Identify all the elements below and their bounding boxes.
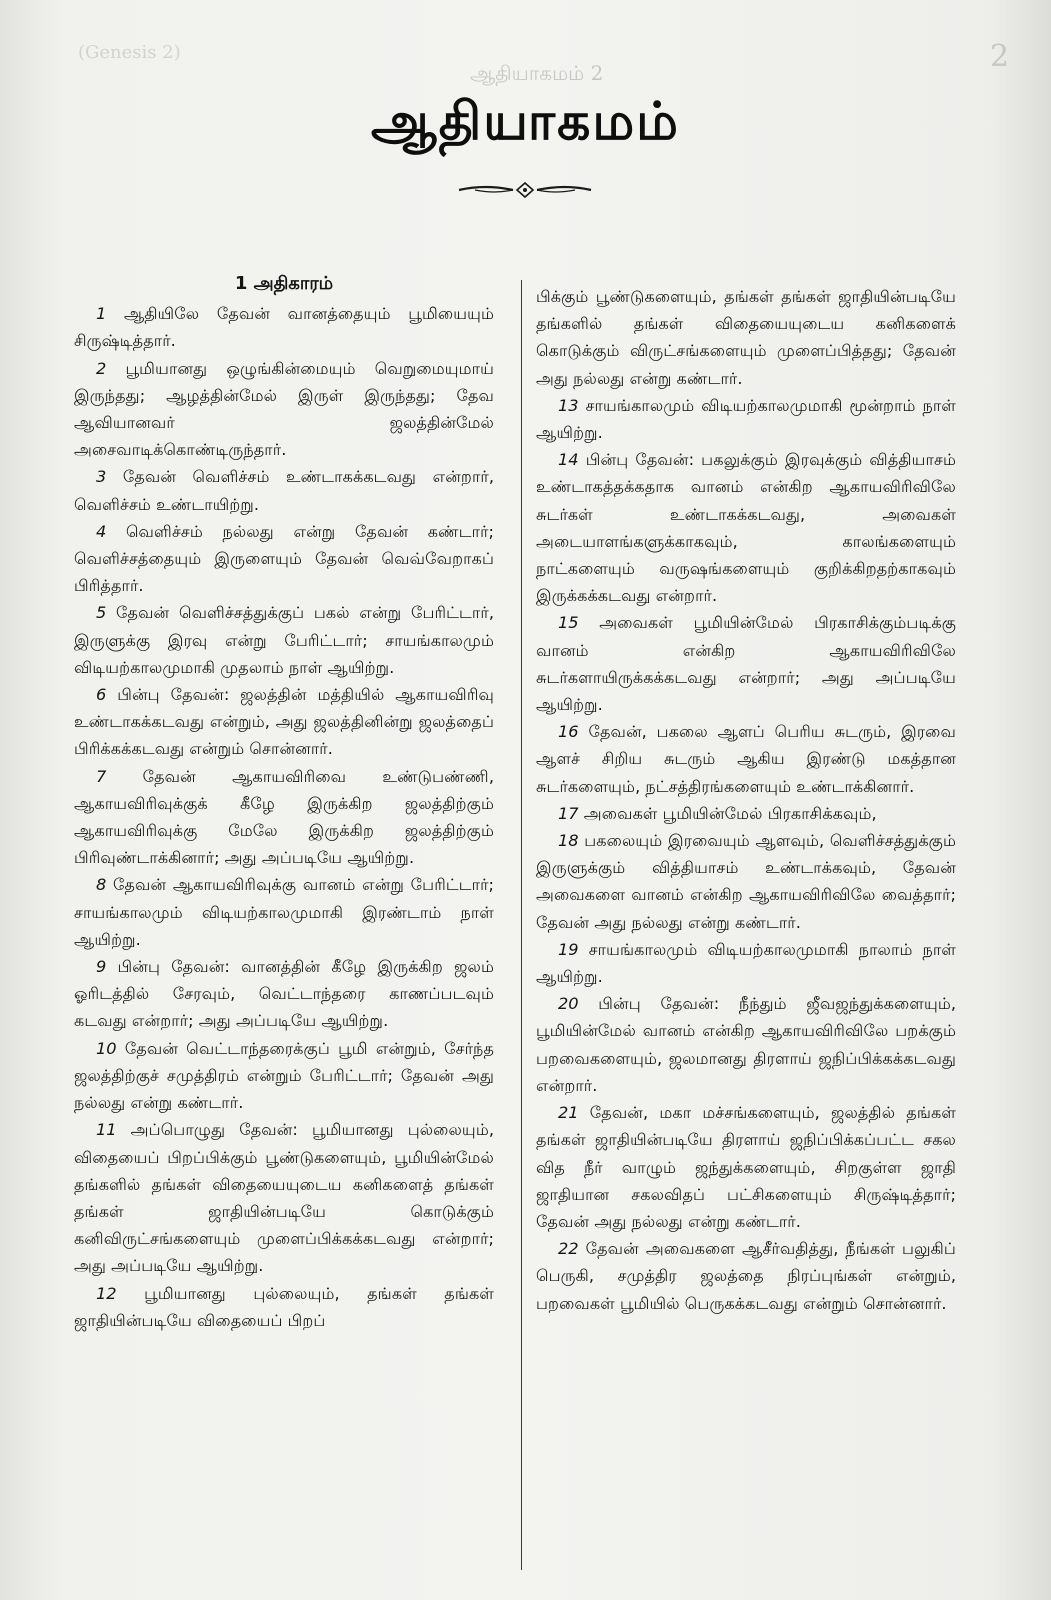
verse-text: பூமியானது புல்லையும், தங்கள் தங்கள் ஜாதியின்படியே விதையைப் பிறப்	[74, 1283, 494, 1330]
verse-text: பின்பு தேவன்: வானத்தின் கீழே இருக்கிற ஜலம் ஓரிடத்தில் சேரவும், வெட்டாந்தரை காணப்படவும் கடவது என்றார்; அது அப்படியே ஆயிற்று.	[74, 957, 494, 1031]
verse-number: 18	[558, 831, 579, 851]
chapter-heading: 1 அதிகாரம்	[234, 273, 334, 294]
title-ornament-icon	[455, 178, 595, 202]
verse-number: 15	[558, 613, 579, 633]
verse-number: 3	[96, 467, 107, 487]
verse-number: 5	[96, 603, 107, 623]
verse-number: 10	[96, 1038, 117, 1058]
verse	[74, 1116, 494, 1279]
verse-text: சாயங்காலமும் விடியற்காலமுமாகி மூன்றாம் நாள் ஆயிற்று.	[536, 395, 956, 443]
bleed-through-header-left: (Genesis 2)	[78, 42, 181, 63]
verse-text: தேவன் வெட்டாந்தரைக்குப் பூமி என்றும், சேர்ந்த ஜலத்திற்குச் சமுத்திரம் என்றும் பேரிட்டார்; தேவன் அது நல்லது என்று கண்டார்.	[74, 1038, 494, 1113]
verse-number: 14	[558, 450, 579, 470]
verse	[74, 599, 494, 681]
verse-text: சாயங்காலமும் விடியற்காலமுமாகி நாலாம் நாள் ஆயிற்று.	[536, 939, 956, 987]
column-divider	[521, 280, 522, 1570]
verse	[536, 283, 956, 392]
verse	[74, 953, 494, 1035]
verse-text: ஆதியிலே தேவன் வானத்தையும் பூமியையும் சிருஷ்டித்தார்.	[74, 304, 494, 351]
verse	[74, 1035, 494, 1117]
verse-text: பிக்கும் பூண்டுகளையும், தங்கள் தங்கள் ஜாதியின்படியே தங்களில் தங்கள் விதையையுடைய கனிகளைக் கொடுக்கும் விருட்சங்களையும் முளைப்பித்தது; தேவன் அது நல்லது என்று கண்டார்.	[536, 287, 956, 388]
verse	[74, 1280, 494, 1334]
verse-number: 2	[96, 358, 107, 378]
verse-number: 20	[558, 994, 579, 1014]
bleed-through-page-number: 2	[990, 39, 1010, 74]
verse-text: வெளிச்சம் நல்லது என்று தேவன் கண்டார்; வெளிச்சத்தையும் இருளையும் தேவன் வெவ்வேறாகப் பிரித்தார்.	[74, 521, 494, 596]
verse-number: 22	[558, 1239, 579, 1259]
verse-text: அவைகள் பூமியின்மேல் பிரகாசிக்கவும்,	[583, 803, 877, 823]
verse-text: பகலையும் இரவையும் ஆளவும், வெளிச்சத்துக்கும் இருளுக்கும் வித்தியாசம் உண்டாக்கவும், தேவன் அவைகளை வானம் என்கிற ஆகாயவிரிவிலே வைத்தார்; தேவன் அது நல்லது என்று கண்டார்.	[536, 831, 956, 932]
verse-number: 21	[558, 1103, 579, 1123]
verse-number: 11	[96, 1120, 117, 1140]
verse	[74, 300, 494, 354]
verse-text: பின்பு தேவன்: நீந்தும் ஜீவஜந்துக்களையும், பூமியின்மேல் வானம் என்கிற ஆகாயவிரிவிலே பறக்கும் பறவைகளையும், ஜலமானது திரளாய் ஜநிப்பிக்கக்கடவது என்றார்.	[536, 994, 956, 1095]
verse	[536, 936, 956, 990]
verse	[536, 1235, 956, 1317]
verse	[74, 681, 494, 763]
verse-number: 17	[558, 803, 579, 823]
verse	[536, 392, 956, 446]
verse-text: அவைகள் பூமியின்மேல் பிரகாசிக்கும்படிக்கு வானம் என்கிற ஆகாயவிரிவிலே சுடர்களாயிருக்கக்கடவது என்றார்; அது அப்படியே ஆயிற்று.	[536, 613, 956, 715]
right-text-column	[536, 283, 956, 1317]
verse	[536, 446, 956, 609]
verse-text: அப்பொழுது தேவன்: பூமியானது புல்லையும், விதையைப் பிறப்பிக்கும் பூண்டுகளையும், பூமியின்மேல் தங்களில் தங்கள் விதையையுடைய கனிகளைத் தங்கள் தங்கள் ஜாதியின்படியே கொடுக்கும் கனிவிருட்சங்களையும் முளைப்பிக்கக்கடவது என்றார்; அது அப்படியே ஆயிற்று.	[74, 1120, 494, 1276]
verse	[74, 763, 494, 872]
verse	[536, 990, 956, 1099]
verse	[74, 355, 494, 464]
verse-text: பின்பு தேவன்: ஜலத்தின் மத்தியில் ஆகாயவிரிவு உண்டாகக்கடவது என்றும், அது ஜலத்தினின்று ஜலத்தைப் பிரிக்கக்கடவது என்றும் சொன்னார்.	[74, 685, 494, 759]
verse-text: தேவன், பகலை ஆளப் பெரிய சுடரும், இரவை ஆளச் சிறிய சுடரும் ஆகிய இரண்டு மகத்தான சுடர்களையும், நட்சத்திரங்களையும் உண்டாக்கினார்.	[536, 722, 956, 796]
verse-text: தேவன் ஆகாயவிரிவுக்கு வானம் என்று பேரிட்டார்; சாயங்காலமும் விடியற்காலமுமாகி இரண்டாம் நாள் ஆயிற்று.	[74, 875, 494, 949]
verse	[536, 827, 956, 936]
verse-number: 13	[558, 395, 579, 415]
verse-number: 8	[96, 875, 107, 895]
verse-number: 1	[96, 304, 107, 324]
verse	[74, 871, 494, 953]
verse	[74, 518, 494, 600]
verse-number: 4	[96, 521, 107, 541]
verse-number: 6	[96, 685, 107, 705]
bleed-through-header-center: ஆதியாகமம் 2	[470, 61, 604, 85]
verse-number: 9	[96, 957, 107, 977]
verse-number: 12	[96, 1283, 117, 1303]
verse-text: தேவன் வெளிச்சத்துக்குப் பகல் என்று பேரிட்டார், இருளுக்கு இரவு என்று பேரிட்டார்; சாயங்காலமும் விடியற்காலமுமாகி முதலாம் நாள் ஆயிற்று.	[74, 603, 494, 677]
verse-number: 7	[96, 766, 107, 786]
verse	[536, 800, 956, 827]
verse	[536, 609, 956, 718]
verse-number: 19	[558, 939, 579, 959]
verse	[536, 718, 956, 800]
verse-text: தேவன் வெளிச்சம் உண்டாகக்கடவது என்றார், வெளிச்சம் உண்டாயிற்று.	[74, 467, 495, 514]
verse-text: தேவன் ஆகாயவிரிவை உண்டுபண்ணி, ஆகாயவிரிவுக்குக் கீழே இருக்கிற ஜலத்திற்கும் ஆகாயவிரிவுக்கு மேலே இருக்கிற ஜலத்திற்கும் பிரிவுண்டாக்கினார்; அது அப்படியே ஆயிற்று.	[74, 766, 494, 868]
verse-number: 16	[558, 722, 579, 742]
verse	[74, 463, 494, 517]
verse-text: தேவன், மகா மச்சங்களையும், ஜலத்தில் தங்கள் தங்கள் ஜாதியின்படியே திரளாய் ஜநிப்பிக்கப்பட்ட சகல வித நீர் வாழும் ஜந்துக்களையும், சிறகுள்ள ஜாதி ஜாதியான சகலவிதப் பட்சிகளையும் சிருஷ்டித்தார்; தேவன் அது நல்லது என்று கண்டார்.	[536, 1103, 956, 1231]
left-text-column	[74, 270, 494, 1334]
verse	[536, 1099, 956, 1235]
verse-text: பூமியானது ஒழுங்கின்மையும் வெறுமையுமாய் இருந்தது; ஆழத்தின்மேல் இருள் இருந்தது; தேவ ஆவியானவர் ஜலத்தின்மேல் அசைவாடிக்கொண்டிருந்தார்.	[74, 358, 494, 460]
verse-text: தேவன் அவைகளை ஆசீர்வதித்து, நீங்கள் பலுகிப் பெருகி, சமுத்திர ஜலத்தை நிரப்புங்கள் என்றும், பறவைகள் பூமியில் பெருகக்கடவது என்றும் சொன்னார்.	[536, 1239, 956, 1313]
verse-text: பின்பு தேவன்: பகலுக்கும் இரவுக்கும் வித்தியாசம் உண்டாகத்தக்கதாக வானம் என்கிற ஆகாயவிரிவிலே சுடர்கள் உண்டாகக்கடவது, அவைகள் அடையாளங்களுக்காகவும், காலங்களையும் நாட்களையும் வருஷங்களையும் குறிக்கிறதற்காகவும் இருக்கக்கடவது என்றார்.	[536, 450, 956, 606]
book-title: ஆதியாகமம்	[370, 92, 681, 152]
